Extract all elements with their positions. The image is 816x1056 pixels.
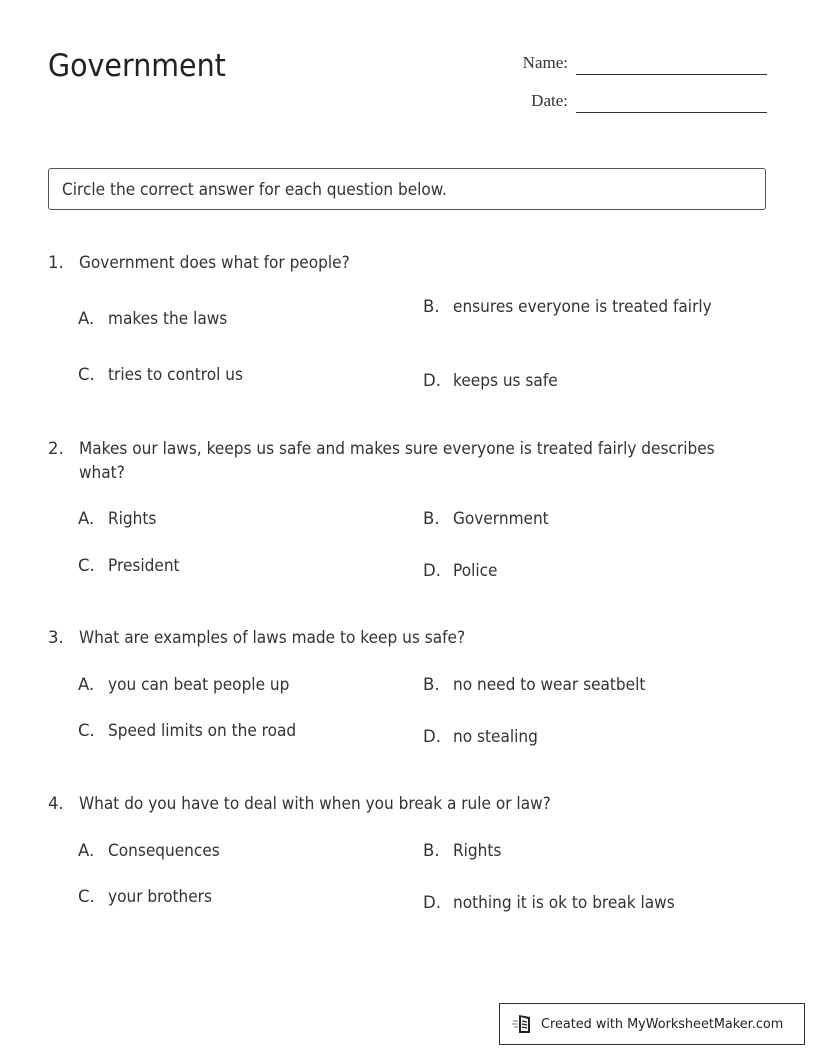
instructions-text: Circle the correct answer for each question below. <box>62 179 447 199</box>
option-letter: C. <box>78 365 95 384</box>
option-letter: B. <box>423 675 440 694</box>
option-letter: A. <box>78 509 95 528</box>
option-c[interactable] <box>78 719 310 743</box>
date-label: Date: <box>531 91 568 110</box>
question-3 <box>48 626 768 746</box>
option-text: you can beat people up <box>108 675 290 694</box>
instructions-box <box>48 168 766 210</box>
name-field-row <box>498 53 767 73</box>
date-field-row <box>498 91 767 111</box>
worksheet-title: Government <box>48 48 226 84</box>
option-text: ensures everyone is treated fairly <box>453 297 712 316</box>
created-with-text: Created with MyWorksheetMaker.com <box>541 1016 784 1032</box>
question-number: 2. <box>48 439 64 458</box>
question-4 <box>48 792 768 912</box>
option-text: Speed limits on the road <box>108 721 297 740</box>
option-letter: D. <box>423 371 441 390</box>
option-b[interactable] <box>423 673 660 697</box>
option-text: Rights <box>108 509 157 528</box>
question-number: 3. <box>48 628 64 647</box>
option-letter: A. <box>78 675 95 694</box>
option-text: President <box>108 556 180 575</box>
option-letter: D. <box>423 561 441 580</box>
option-text: Police <box>453 561 498 580</box>
option-letter: B. <box>423 297 440 316</box>
option-letter: A. <box>78 841 95 860</box>
question-1 <box>48 251 768 390</box>
question-text: Makes our laws, keeps us safe and makes sure everyone is treated fairly describes what? <box>79 439 715 482</box>
option-letter: A. <box>78 309 95 328</box>
option-text: Government <box>453 509 549 528</box>
option-text: nothing it is ok to break laws <box>453 893 675 912</box>
option-d[interactable] <box>423 891 691 915</box>
option-letter: D. <box>423 727 441 746</box>
option-text: Rights <box>453 841 502 860</box>
option-text: no stealing <box>453 727 538 746</box>
option-c[interactable] <box>78 554 185 578</box>
option-b[interactable] <box>423 295 733 319</box>
question-number: 4. <box>48 794 64 813</box>
option-a[interactable] <box>78 673 303 697</box>
option-c[interactable] <box>78 363 253 387</box>
created-with-badge[interactable] <box>499 1003 805 1045</box>
date-input-line[interactable] <box>576 112 767 113</box>
option-letter: B. <box>423 509 440 528</box>
option-b[interactable] <box>423 507 556 531</box>
option-letter: C. <box>78 887 95 906</box>
option-text: Consequences <box>108 841 220 860</box>
option-text: tries to control us <box>108 365 243 384</box>
option-text: your brothers <box>108 887 212 906</box>
question-text: What are examples of laws made to keep us safe? <box>79 628 466 647</box>
option-d[interactable] <box>423 559 501 583</box>
option-text: no need to wear seatbelt <box>453 675 646 694</box>
option-b[interactable] <box>423 839 505 863</box>
option-a[interactable] <box>78 507 160 531</box>
option-a[interactable] <box>78 839 228 863</box>
question-text: Government does what for people? <box>79 253 350 272</box>
option-d[interactable] <box>423 369 566 393</box>
option-c[interactable] <box>78 885 220 909</box>
option-a[interactable] <box>78 307 236 331</box>
option-text: makes the laws <box>108 309 228 328</box>
option-text: keeps us safe <box>453 371 558 390</box>
option-d[interactable] <box>423 725 544 749</box>
option-letter: B. <box>423 841 440 860</box>
question-number: 1. <box>48 253 64 272</box>
name-label: Name: <box>522 53 568 72</box>
name-input-line[interactable] <box>576 74 767 75</box>
worksheet-maker-logo-icon <box>512 1013 534 1035</box>
option-letter: C. <box>78 556 95 575</box>
question-2 <box>48 437 768 580</box>
option-letter: D. <box>423 893 441 912</box>
question-text: What do you have to deal with when you break a rule or law? <box>79 794 551 813</box>
option-letter: C. <box>78 721 95 740</box>
